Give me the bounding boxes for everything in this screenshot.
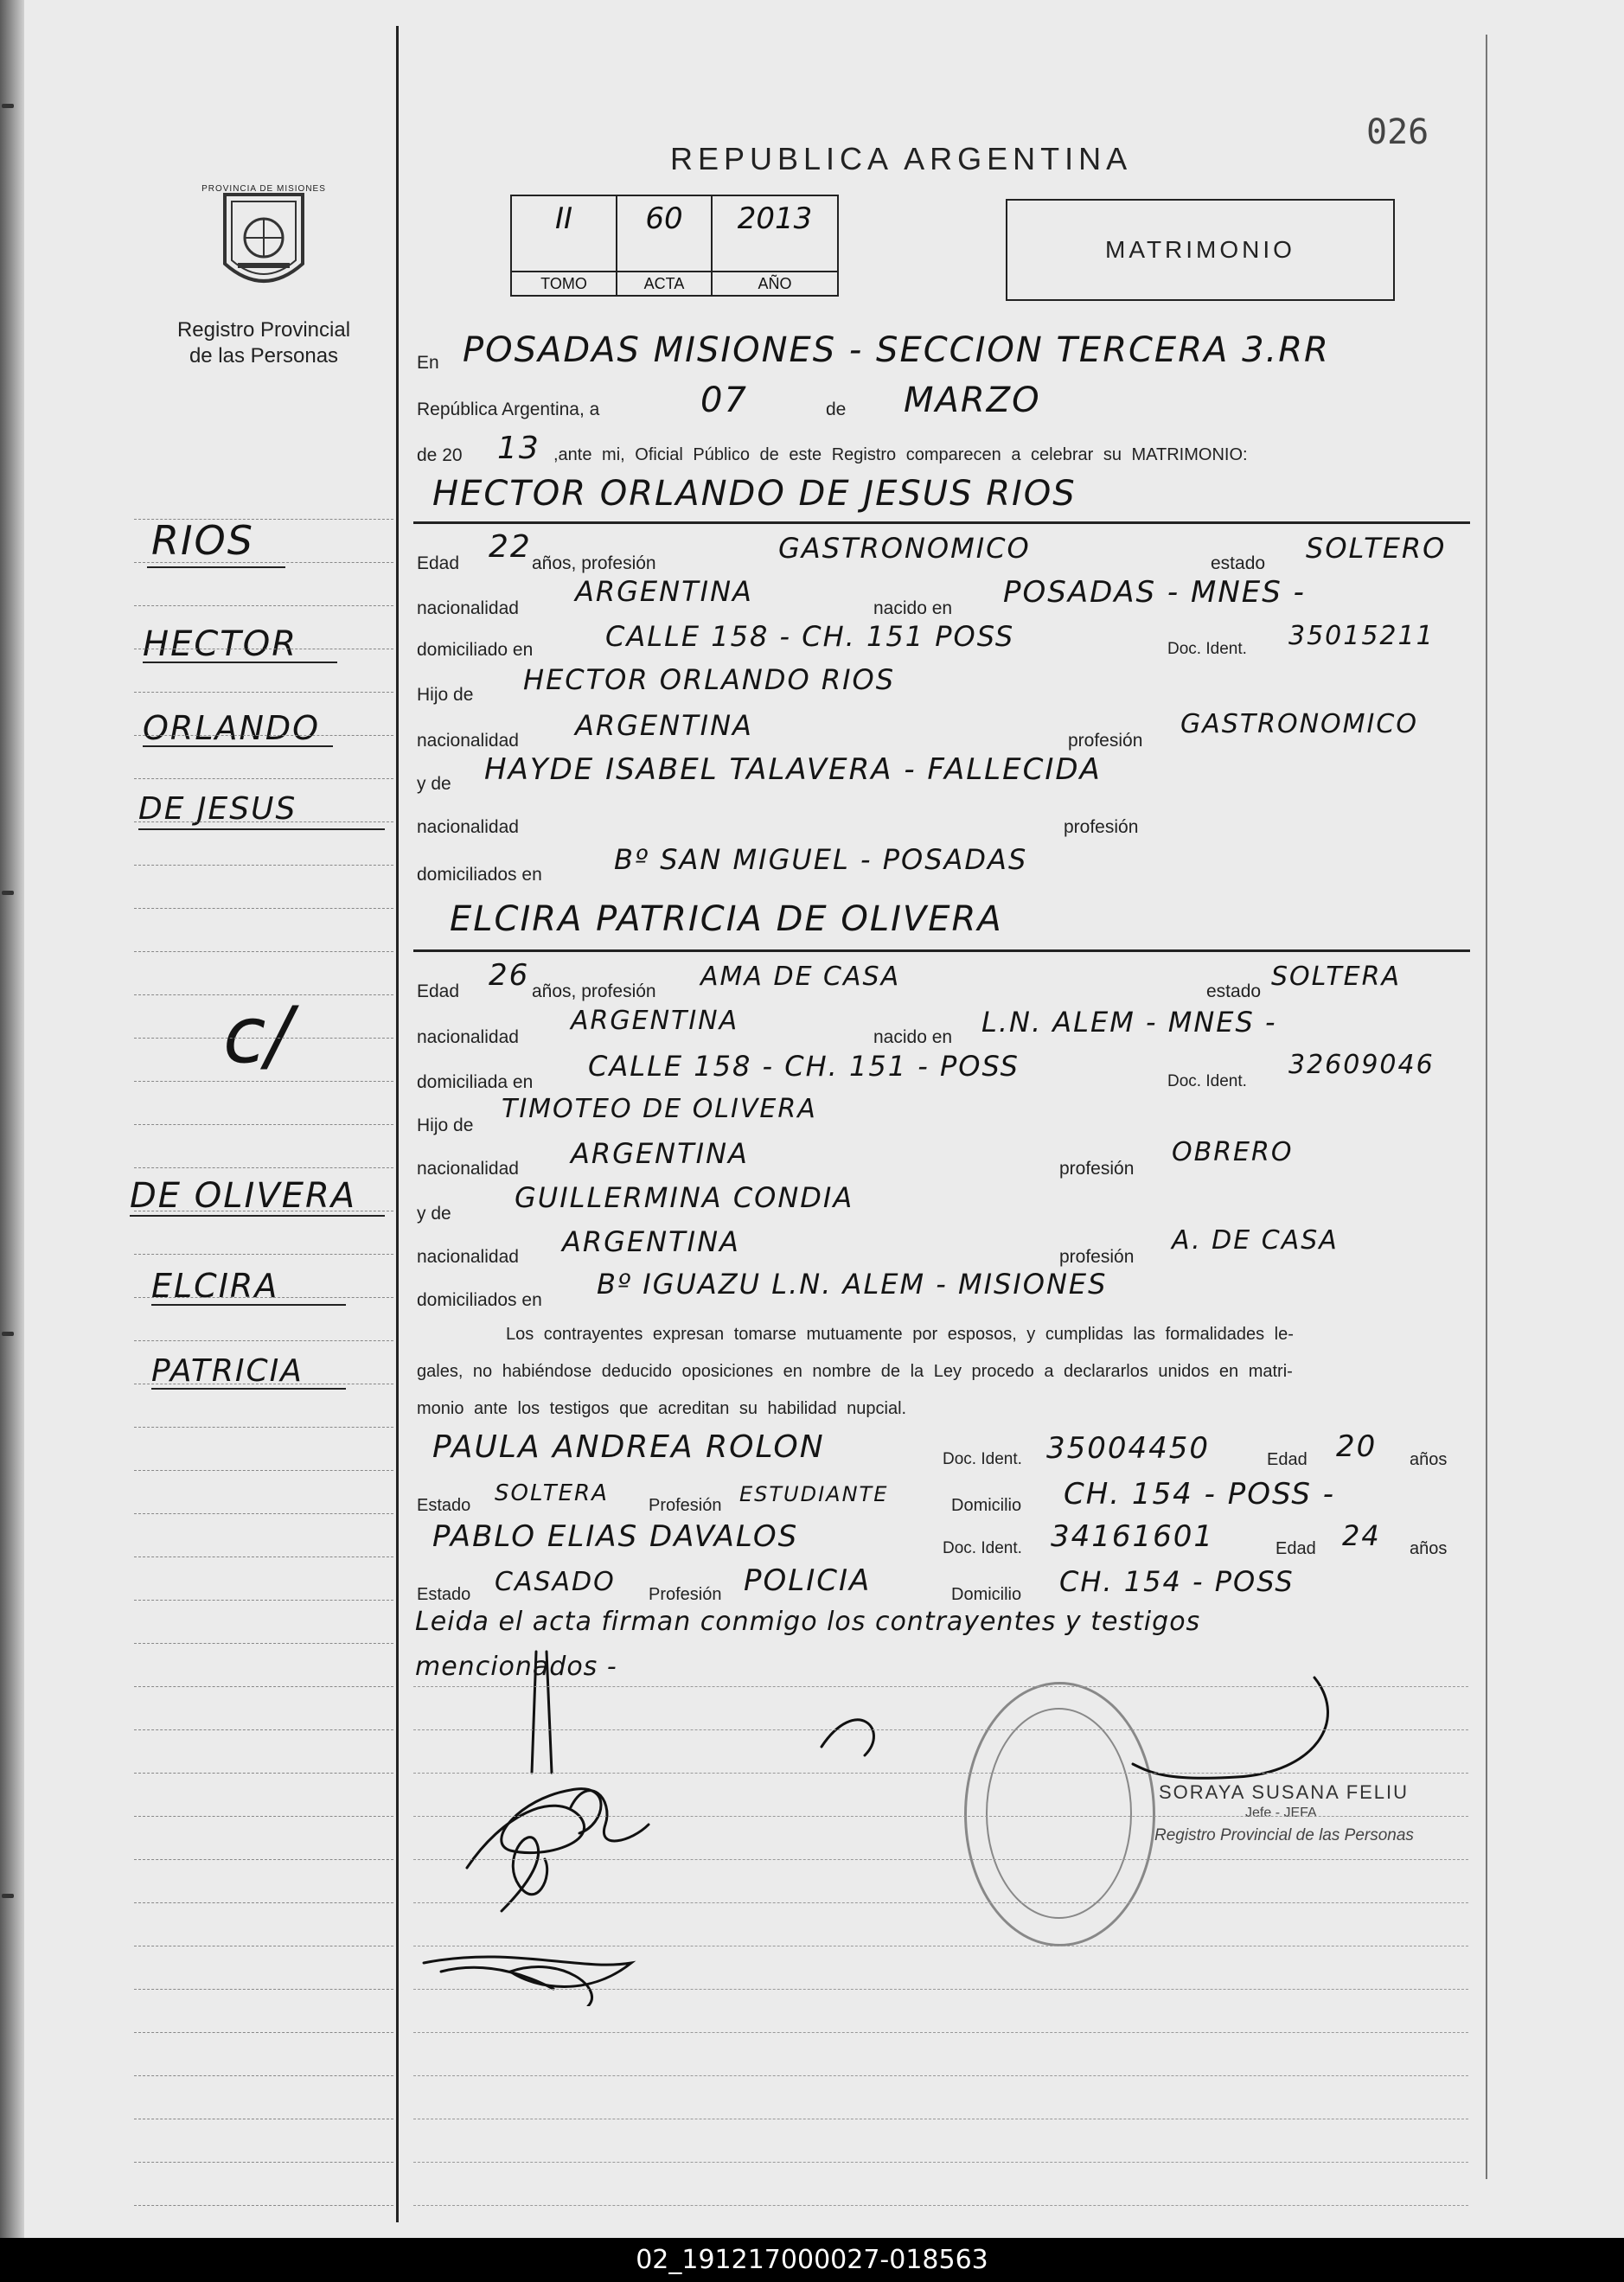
left-margin-rule — [134, 1470, 393, 1471]
margin-underline — [138, 828, 385, 830]
left-margin-rule — [134, 1167, 393, 1168]
husband-hijo-label: Hijo de — [417, 685, 474, 705]
acta-value: 60 — [645, 201, 683, 236]
witness2-prof-label: Profesión — [649, 1585, 722, 1604]
husband-marital-status: SOLTERO — [1306, 532, 1447, 565]
wife-estado-label: estado — [1206, 981, 1262, 1001]
wife-doc-label: Doc. Ident. — [1167, 1072, 1247, 1090]
main-rule — [413, 2205, 1468, 2206]
binding-ring — [2, 891, 14, 895]
main-rule — [413, 1902, 1468, 1903]
binding-ring — [2, 104, 14, 108]
wife-hijo-label: Hijo de — [417, 1115, 474, 1135]
republic-label: República Argentina, a — [417, 400, 600, 419]
page-edge — [1486, 35, 1487, 2179]
witness2-doc: 34161601 — [1051, 1519, 1215, 1554]
witness1-dom-label: Domicilio — [951, 1496, 1022, 1515]
main-rule — [413, 1816, 1468, 1817]
left-margin-rule — [134, 778, 393, 779]
husband-father-prof-label: profesión — [1068, 731, 1143, 751]
husband-profesion-label: años, profesión — [532, 553, 656, 573]
intro-text: ,ante mi, Oficial Público de este Registro comparecen a celebrar su MATRIMONIO: — [553, 445, 1248, 464]
main-rule — [413, 2075, 1468, 2076]
left-margin-rule — [134, 865, 393, 866]
record-type: MATRIMONIO — [1105, 236, 1295, 263]
declaration-line2: gales, no habiéndose deducido oposiciones en nombre de la Ley procedo a declararlos unidos en matri- — [417, 1362, 1293, 1381]
witness2-estado-label: Estado — [417, 1585, 471, 1604]
anio-label: AÑO — [713, 271, 837, 295]
wife-mother-prof-label: profesión — [1059, 1247, 1135, 1267]
left-margin-rule — [134, 735, 393, 736]
margin-note-husband-3: ORLANDO — [143, 709, 321, 747]
left-margin-rule — [134, 2162, 393, 2163]
husband-mother-prof-label: profesión — [1064, 817, 1139, 837]
husband-profession: GASTRONOMICO — [778, 532, 1031, 565]
declaration-line3: monio ante los testigos que acreditan su habilidad nupcial. — [417, 1399, 907, 1418]
witness2-profession: POLICIA — [744, 1563, 872, 1598]
province-seal-icon — [208, 186, 320, 298]
husband-estado-label: estado — [1211, 553, 1266, 573]
husband-dom-label: domiciliado en — [417, 640, 534, 660]
witness1-name: PAULA ANDREA ROLON — [432, 1429, 825, 1465]
left-margin-rule — [134, 1513, 393, 1514]
husband-age: 22 — [489, 529, 532, 565]
wife-profesion-label: años, profesión — [532, 981, 656, 1001]
witness2-anos-label: años — [1410, 1539, 1448, 1558]
witness1-status: SOLTERA — [495, 1480, 609, 1506]
left-margin-rule — [134, 1038, 393, 1039]
left-margin-rule — [134, 1686, 393, 1687]
witness1-estado-label: Estado — [417, 1496, 471, 1515]
left-margin-rule — [134, 1427, 393, 1428]
margin-note-husband-1: RIOS — [151, 517, 254, 564]
witness2-age: 24 — [1342, 1519, 1381, 1552]
binding-ring — [2, 1894, 14, 1898]
left-margin-rule — [134, 562, 393, 563]
tomo-label: TOMO — [512, 271, 616, 295]
husband-full-name: HECTOR ORLANDO DE JESUS RIOS — [432, 474, 1077, 514]
wife-nac-label: nacionalidad — [417, 1027, 519, 1047]
wife-nacido-label: nacido en — [873, 1027, 953, 1047]
left-margin-rule — [134, 1556, 393, 1557]
witness2-domicile: CH. 154 - POSS — [1059, 1565, 1295, 1598]
witness2-dom-label: Domicilio — [951, 1585, 1022, 1604]
logo-text: PROVINCIA DE MISIONES — [201, 184, 326, 194]
wife-age: 26 — [489, 958, 530, 993]
officer-office: Registro Provincial de las Personas — [1154, 1826, 1414, 1844]
left-margin-rule — [134, 2075, 393, 2076]
wife-parents-domicile: Bº IGUAZU L.N. ALEM - MISIONES — [597, 1268, 1108, 1301]
en-label: En — [417, 353, 439, 373]
main-rule — [413, 2032, 1468, 2033]
main-rule — [413, 1859, 1468, 1860]
left-margin-rule — [134, 692, 393, 693]
margin-note-connector: c/ — [223, 990, 292, 1081]
acta-cell — [617, 196, 713, 295]
margin-underline — [143, 662, 337, 663]
margin-note-wife-3: PATRICIA — [151, 1353, 304, 1389]
wife-nationality: ARGENTINA — [571, 1006, 739, 1036]
left-margin-rule — [134, 1989, 393, 1990]
husband-father-nationality: ARGENTINA — [575, 709, 753, 742]
left-margin-rule — [134, 1902, 393, 1903]
left-margin-rule — [134, 1729, 393, 1730]
country-title: REPUBLICA ARGENTINA — [670, 141, 1133, 176]
margin-note-husband-4: DE JESUS — [138, 791, 297, 827]
husband-father: HECTOR ORLANDO RIOS — [523, 663, 896, 696]
wife-doc: 32609046 — [1288, 1050, 1435, 1080]
left-margin-rule — [134, 1081, 393, 1082]
left-margin-rule — [134, 2205, 393, 2206]
margin-underline — [143, 745, 333, 747]
left-margin-rule — [134, 1859, 393, 1860]
anio-value: 2013 — [737, 201, 813, 236]
left-margin-rule — [134, 1773, 393, 1774]
main-rule — [413, 1686, 1468, 1687]
left-margin-rule — [134, 994, 393, 995]
left-margin-rule — [134, 1600, 393, 1601]
husband-nationality: ARGENTINA — [575, 575, 753, 608]
left-margin-rule — [134, 821, 393, 822]
wife-parents-dom-label: domiciliados en — [417, 1290, 542, 1310]
witness1-profession: ESTUDIANTE — [739, 1482, 889, 1506]
husband-father-nac-label: nacionalidad — [417, 731, 519, 751]
wife-mother-nac-label: nacionalidad — [417, 1247, 519, 1267]
left-margin-rule — [134, 2032, 393, 2033]
declaration-line1: Los contrayentes expresan tomarse mutuamente por esposos, y cumplidas las formalidades le- — [506, 1325, 1294, 1344]
section-divider — [413, 521, 1470, 524]
registry-name-line2: de las Personas — [189, 344, 339, 368]
marriage-place: POSADAS MISIONES - SECCION TERCERA 3.RR — [463, 330, 1330, 370]
wife-full-name: ELCIRA PATRICIA DE OLIVERA — [450, 899, 1003, 939]
record-type-box — [1006, 199, 1395, 301]
husband-yde-label: y de — [417, 774, 451, 794]
witness1-age: 20 — [1336, 1429, 1378, 1464]
left-margin-rule — [134, 1297, 393, 1298]
page-number: 026 — [1366, 112, 1429, 152]
left-margin-rule — [134, 1124, 393, 1125]
wife-edad-label: Edad — [417, 981, 460, 1001]
witness1-anos-label: años — [1410, 1450, 1448, 1469]
husband-parents-domicile: Bº SAN MIGUEL - POSADAS — [614, 843, 1028, 876]
husband-parents-dom-label: domiciliados en — [417, 865, 542, 885]
section-divider — [413, 949, 1470, 952]
wife-father-nac-label: nacionalidad — [417, 1159, 519, 1179]
husband-doc: 35015211 — [1288, 621, 1435, 651]
witness2-name: PABLO ELIAS DAVALOS — [432, 1519, 799, 1554]
year-prefix: de 20 — [417, 445, 463, 465]
witness2-doc-label: Doc. Ident. — [943, 1539, 1022, 1557]
wife-marital-status: SOLTERA — [1271, 962, 1401, 992]
left-margin-rule — [134, 951, 393, 952]
husband-edad-label: Edad — [417, 553, 460, 573]
main-rule — [413, 1773, 1468, 1774]
witness2-edad-label: Edad — [1276, 1539, 1316, 1558]
witness1-doc-label: Doc. Ident. — [943, 1450, 1022, 1468]
officer-title: Jefe - JEFA — [1245, 1806, 1317, 1820]
husband-nacido-label: nacido en — [873, 598, 953, 618]
de-label: de — [826, 400, 847, 419]
left-margin-rule — [134, 605, 393, 606]
husband-nac-label: nacionalidad — [417, 598, 519, 618]
margin-note-wife-2: ELCIRA — [151, 1267, 279, 1305]
registry-name-line1: Registro Provincial — [176, 318, 351, 342]
main-rule — [413, 1729, 1468, 1730]
wife-father-nationality: ARGENTINA — [571, 1137, 749, 1170]
husband-mother-nac-label: nacionalidad — [417, 817, 519, 837]
wife-mother: GUILLERMINA CONDIA — [515, 1181, 854, 1214]
left-margin-rule — [134, 1643, 393, 1644]
wife-mother-profession: A. DE CASA — [1172, 1225, 1339, 1256]
husband-domicile: CALLE 158 - CH. 151 POSS — [605, 620, 1015, 653]
closing-line2: mencionados - — [415, 1652, 617, 1682]
tomo-value: II — [554, 201, 573, 236]
witness1-prof-label: Profesión — [649, 1496, 722, 1515]
wife-domicile: CALLE 158 - CH. 151 - POSS — [588, 1050, 1020, 1083]
wife-birthplace: L.N. ALEM - MNES - — [981, 1006, 1277, 1039]
margin-underline — [151, 1304, 346, 1306]
left-margin-rule — [134, 1816, 393, 1817]
wife-dom-label: domiciliada en — [417, 1072, 534, 1092]
wife-father: TIMOTEO DE OLIVERA — [502, 1094, 817, 1124]
officer-name: SORAYA SUSANA FELIU — [1159, 1781, 1410, 1803]
left-margin-rule — [134, 1254, 393, 1255]
main-rule — [413, 2162, 1468, 2163]
binding-ring — [2, 1332, 14, 1336]
husband-doc-label: Doc. Ident. — [1167, 640, 1247, 658]
husband-father-profession: GASTRONOMICO — [1180, 709, 1418, 739]
marriage-month: MARZO — [904, 380, 1041, 420]
wife-father-profession: OBRERO — [1172, 1137, 1294, 1167]
husband-mother: HAYDE ISABEL TALAVERA - FALLECIDA — [484, 752, 1102, 787]
main-rule — [413, 1989, 1468, 1990]
witness2-status: CASADO — [495, 1567, 616, 1597]
margin-underline — [130, 1215, 385, 1217]
margin-underline — [151, 1388, 346, 1390]
margin-note-husband-2: HECTOR — [143, 624, 297, 664]
wife-profession: AMA DE CASA — [700, 962, 901, 992]
margin-note-wife-1: DE OLIVERA — [130, 1176, 357, 1216]
document-id-footer: 02_191217000027-018563 — [0, 2238, 1624, 2282]
wife-yde-label: y de — [417, 1204, 451, 1224]
left-margin-rule — [134, 908, 393, 909]
husband-birthplace: POSADAS - MNES - — [1003, 575, 1306, 610]
anio-cell — [713, 196, 837, 295]
closing-line1: Leida el acta firman conmigo los contrayentes y testigos — [415, 1607, 1201, 1637]
witness1-edad-label: Edad — [1267, 1450, 1308, 1469]
left-margin-rule — [134, 519, 393, 520]
witness1-doc: 35004450 — [1046, 1431, 1211, 1466]
year-suffix: 13 — [497, 431, 540, 466]
wife-mother-nationality: ARGENTINA — [562, 1225, 740, 1258]
acta-label: ACTA — [617, 271, 711, 295]
book-reference-box — [510, 195, 839, 297]
wife-father-prof-label: profesión — [1059, 1159, 1135, 1179]
witness1-domicile: CH. 154 - POSS - — [1064, 1477, 1335, 1512]
marriage-day: 07 — [700, 380, 748, 420]
margin-underline — [147, 566, 285, 568]
left-margin-rule — [134, 1340, 393, 1341]
tomo-cell — [512, 196, 617, 295]
